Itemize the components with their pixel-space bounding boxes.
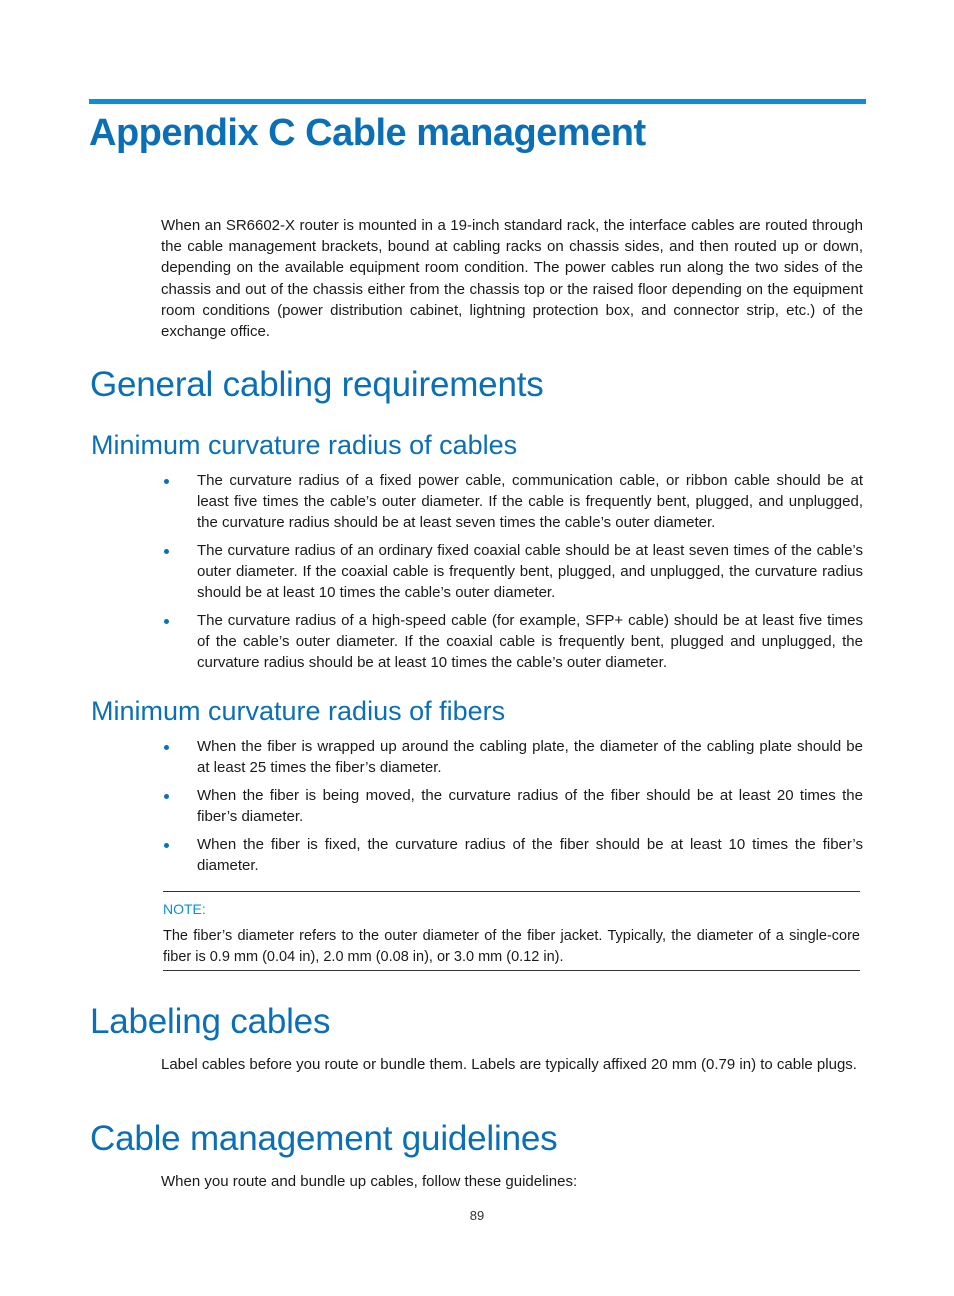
chapter-intro-paragraph: When an SR6602-X router is mounted in a 19-inch standard rack, the interface cables are routed through the cable management brackets, bound at cabling racks on chassis sides, and then routed up or down, depending on the available equipment room condition. The power cables run along the two sides of the chassis and out of the chassis either from the chassis top or the raised floor depending on the equipment room conditions (power distribution cabinet, lightning protection box, and connector strip, etc.) of the exchange office. [161, 217, 863, 341]
chapter-title: Appendix C Cable management [89, 112, 646, 154]
list-item [161, 736, 863, 778]
subsection-heading-fibers: Minimum curvature radius of fibers [91, 696, 506, 726]
list-item-text: The curvature radius of a high-speed cable (for example, SFP+ cable) should be at least five times of the cable’s outer diameter. If the coaxial cable is frequently bent, plugged and unplugged, the curvature radius should be at least 10 times the cable’s outer diameter. [197, 612, 863, 671]
bullet-icon [164, 549, 169, 554]
list-item-text: When the fiber is fixed, the curvature radius of the fiber should be at least 10 times the fiber’s diameter. [197, 836, 863, 874]
section-heading-cable-management-guidelines: Cable management guidelines [90, 1119, 558, 1158]
section-heading-general-cabling: General cabling requirements [90, 365, 544, 404]
list-item-text: The curvature radius of a fixed power cable, communication cable, or ribbon cable should be at least five times the cable’s outer diameter. If the cable is frequently bent, plugged, and unplugged, the curvature radius should be at least seven times the cable’s outer diameter. [197, 472, 863, 531]
subsection-heading-cables: Minimum curvature radius of cables [91, 430, 518, 460]
chapter-top-rule [89, 99, 866, 104]
list-item [161, 470, 863, 533]
guidelines-paragraph: When you route and bundle up cables, follow these guidelines: [161, 1173, 578, 1190]
note-label: NOTE: [163, 901, 206, 917]
note-text: The fiber’s diameter refers to the outer diameter of the fiber jacket. Typically, the diameter of a single-core fiber is 0.9 mm (0.04 in), 2.0 mm (0.08 in), or 3.0 mm (0.12 in). [163, 928, 860, 965]
bullet-icon [164, 843, 169, 848]
bullet-icon [164, 619, 169, 624]
list-item [161, 785, 863, 827]
list-item [161, 540, 863, 603]
page-number: 89 [469, 1208, 485, 1223]
bullet-icon [164, 745, 169, 750]
fibers-bullet-list [161, 736, 863, 883]
list-item-text: The curvature radius of an ordinary fixed coaxial cable should be at least seven times of the cable’s outer diameter. If the coaxial cable is frequently bent, plugged, and unplugged, the curvature radius should be at least 10 times the cable’s outer diameter. [197, 542, 863, 601]
cables-bullet-list [161, 470, 863, 680]
note-box [163, 891, 860, 971]
list-item [161, 834, 863, 876]
labeling-paragraph: Label cables before you route or bundle them. Labels are typically affixed 20 mm (0.79 in) to cable plugs. [161, 1056, 857, 1073]
bullet-icon [164, 794, 169, 799]
list-item-text: When the fiber is being moved, the curvature radius of the fiber should be at least 20 times the fiber’s diameter. [197, 787, 863, 825]
bullet-icon [164, 479, 169, 484]
list-item-text: When the fiber is wrapped up around the cabling plate, the diameter of the cabling plate should be at least 25 times the fiber’s diameter. [197, 738, 863, 776]
list-item [161, 610, 863, 673]
section-heading-labeling-cables: Labeling cables [90, 1002, 331, 1041]
